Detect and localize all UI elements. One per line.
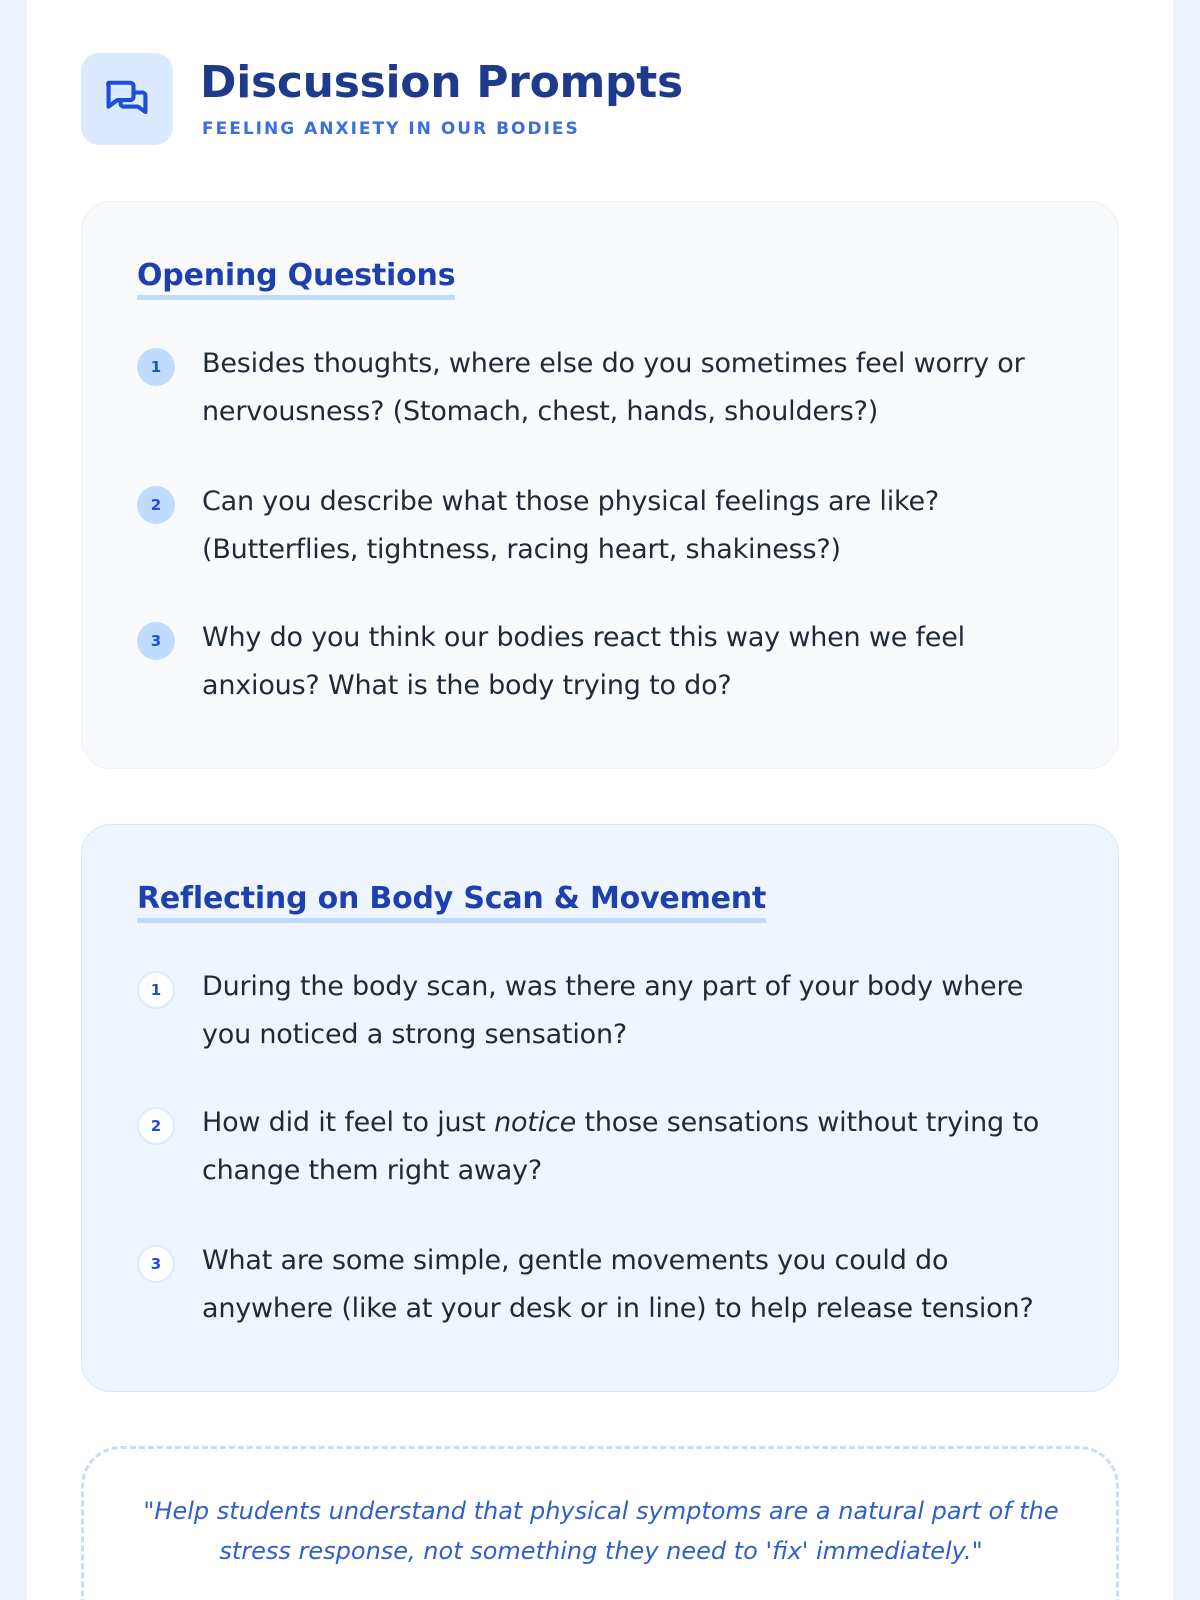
question-text: During the body scan, was there any part of your body where you noticed a strong sensation? bbox=[202, 971, 1024, 1050]
question-text: Why do you think our bodies react this way when we feel anxious? What is the body trying to do? bbox=[202, 622, 965, 701]
question-text-part: those sensations without trying to change them right away? bbox=[202, 1107, 1040, 1186]
note-text: "Help students understand that physical symptoms are a natural part of the stress response, not something they need to 'fix' immediately." bbox=[143, 1497, 1059, 1565]
question-text-part: How did it feel to just bbox=[202, 1107, 495, 1138]
reflection-card bbox=[81, 824, 1119, 1392]
section-title: Reflecting on Body Scan & Movement bbox=[137, 881, 766, 923]
page-title: Discussion Prompts bbox=[200, 57, 683, 108]
question-number-badge: 1 bbox=[137, 971, 175, 1009]
emphasized-word: notice bbox=[494, 1107, 577, 1138]
page bbox=[27, 0, 1173, 1600]
question-text: Besides thoughts, where else do you sometimes feel worry or nervousness? (Stomach, chest, hands, shoulders?) bbox=[202, 348, 1025, 427]
facilitator-note bbox=[81, 1446, 1119, 1600]
header bbox=[81, 53, 1081, 148]
chat-bubbles-icon bbox=[81, 53, 173, 145]
question-number-badge: 2 bbox=[137, 1107, 175, 1145]
page-subtitle: FEELING ANXIETY IN OUR BODIES bbox=[202, 119, 580, 139]
question-text bbox=[202, 1099, 1072, 1195]
section-title: Opening Questions bbox=[137, 258, 455, 300]
opening-questions-card bbox=[81, 201, 1119, 769]
question-text: What are some simple, gentle movements you could do anywhere (like at your desk or in line) to help release tension? bbox=[202, 1245, 1034, 1324]
question-number-badge: 3 bbox=[137, 622, 175, 660]
question-number-badge: 1 bbox=[137, 348, 175, 386]
question-text: Can you describe what those physical feelings are like? (Butterflies, tightness, racing heart, shakiness?) bbox=[202, 486, 940, 565]
question-number-badge: 3 bbox=[137, 1245, 175, 1283]
question-number-badge: 2 bbox=[137, 486, 175, 524]
